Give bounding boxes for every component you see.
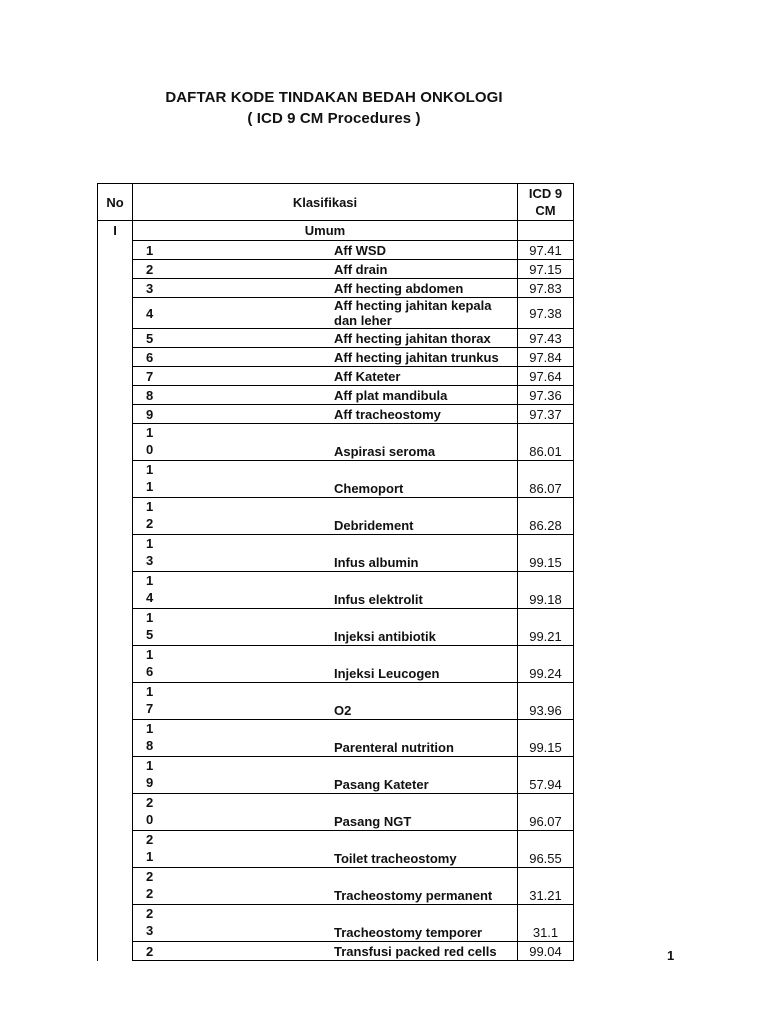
row-procedure-name: Aff WSD [325, 241, 518, 260]
row-number-digit: 2 [146, 832, 154, 847]
row-procedure-name: Tracheostomy temporer [325, 905, 518, 942]
row-section-cell [98, 905, 133, 942]
row-procedure-name: Parenteral nutrition [325, 720, 518, 757]
row-icd-code: 86.07 [518, 461, 574, 498]
row-section-cell [98, 757, 133, 794]
row-number-digit: 1 [146, 647, 154, 662]
row-procedure-name: Aff hecting abdomen [325, 279, 518, 298]
row-icd-code: 31.21 [518, 868, 574, 905]
row-number-digit: 9 [146, 775, 154, 790]
table-row [98, 683, 574, 720]
document-subtitle: ( ICD 9 CM Procedures ) [247, 110, 421, 127]
table-row [98, 535, 574, 572]
section-label: Umum [133, 221, 518, 241]
row-section-cell [98, 386, 133, 405]
row-procedure-name: Aff hecting jahitan thorax [325, 329, 518, 348]
row-icd-code: 97.41 [518, 241, 574, 260]
row-number-digit: 1 [146, 425, 154, 440]
row-procedure-name: Infus elektrolit [325, 572, 518, 609]
row-number-digit: 2 [146, 516, 154, 531]
table-row [98, 498, 574, 535]
row-number [133, 329, 326, 348]
row-number [133, 794, 326, 831]
row-number [133, 868, 326, 905]
row-number-digit: 1 [146, 499, 154, 514]
row-number-digit: 5 [146, 330, 154, 346]
row-icd-code: 99.24 [518, 646, 574, 683]
table-row [98, 757, 574, 794]
row-section-cell [98, 405, 133, 424]
row-section-cell [98, 535, 133, 572]
row-number [133, 757, 326, 794]
row-number-digit: 8 [146, 738, 154, 753]
table-row [98, 461, 574, 498]
row-number [133, 298, 326, 329]
row-number-digit: 1 [146, 242, 154, 258]
row-number-digit: 4 [146, 590, 154, 605]
row-icd-code: 97.38 [518, 298, 574, 329]
row-section-cell [98, 609, 133, 646]
row-section-cell [98, 831, 133, 868]
row-icd-code: 97.43 [518, 329, 574, 348]
row-section-cell [98, 279, 133, 298]
table-row [98, 720, 574, 757]
row-procedure-name: Aff plat mandibula [325, 386, 518, 405]
row-number-digit: 1 [146, 462, 154, 477]
row-section-cell [98, 348, 133, 367]
row-icd-code: 97.37 [518, 405, 574, 424]
table-row [98, 424, 574, 461]
table-row [98, 609, 574, 646]
table-row [98, 241, 574, 260]
row-number-digit: 7 [146, 368, 154, 384]
row-procedure-name: Chemoport [325, 461, 518, 498]
table-row [98, 367, 574, 386]
row-icd-code: 97.83 [518, 279, 574, 298]
row-number [133, 498, 326, 535]
row-procedure-name: O2 [325, 683, 518, 720]
row-section-cell [98, 942, 133, 961]
row-number-digit: 1 [146, 573, 154, 588]
header-icd-line1: ICD 9 [528, 186, 563, 201]
row-number [133, 348, 326, 367]
header-klasifikasi: Klasifikasi [133, 184, 518, 221]
row-number [133, 831, 326, 868]
row-number-digit: 3 [146, 923, 154, 938]
row-icd-code: 31.1 [518, 905, 574, 942]
row-number [133, 609, 326, 646]
table-header-row [98, 184, 574, 221]
row-icd-code: 97.84 [518, 348, 574, 367]
row-icd-code: 86.01 [518, 424, 574, 461]
row-number [133, 260, 326, 279]
row-number [133, 646, 326, 683]
table-row [98, 405, 574, 424]
row-section-cell [98, 367, 133, 386]
row-icd-code: 97.36 [518, 386, 574, 405]
row-procedure-name: Tracheostomy permanent [325, 868, 518, 905]
page-number: 1 [667, 948, 675, 963]
table-row [98, 329, 574, 348]
row-number-digit: 1 [146, 684, 154, 699]
row-section-cell [98, 298, 133, 329]
row-section-cell [98, 868, 133, 905]
table-row [98, 348, 574, 367]
table-row [98, 298, 574, 329]
row-number [133, 535, 326, 572]
table-row [98, 646, 574, 683]
row-procedure-name: Debridement [325, 498, 518, 535]
row-number [133, 386, 326, 405]
row-icd-code: 96.55 [518, 831, 574, 868]
row-section-cell [98, 646, 133, 683]
row-section-cell [98, 572, 133, 609]
row-number [133, 424, 326, 461]
row-number [133, 720, 326, 757]
table-row [98, 831, 574, 868]
row-section-cell [98, 720, 133, 757]
row-icd-code: 99.18 [518, 572, 574, 609]
document-title: DAFTAR KODE TINDAKAN BEDAH ONKOLOGI [165, 89, 503, 106]
row-number-digit: 9 [146, 406, 154, 422]
section-row [98, 221, 574, 241]
section-code-cell [518, 221, 574, 241]
row-icd-code: 99.21 [518, 609, 574, 646]
table-row [98, 794, 574, 831]
row-section-cell [98, 794, 133, 831]
row-number-digit: 3 [146, 280, 154, 296]
row-icd-code: 96.07 [518, 794, 574, 831]
row-number [133, 572, 326, 609]
row-section-cell [98, 461, 133, 498]
row-number-digit: 4 [146, 305, 154, 321]
row-number [133, 405, 326, 424]
row-number [133, 683, 326, 720]
table-row [98, 942, 574, 961]
row-number-digit: 2 [146, 869, 154, 884]
row-icd-code: 57.94 [518, 757, 574, 794]
row-procedure-name: Aff hecting jahitan kepala dan leher [325, 298, 518, 329]
procedure-code-table [97, 183, 574, 961]
row-icd-code: 99.04 [518, 942, 574, 961]
row-number-digit: 5 [146, 627, 154, 642]
row-number-digit: 3 [146, 553, 154, 568]
row-number [133, 905, 326, 942]
table-row [98, 279, 574, 298]
table-row [98, 386, 574, 405]
row-number [133, 241, 326, 260]
row-procedure-name: Pasang Kateter [325, 757, 518, 794]
row-number-digit: 1 [146, 758, 154, 773]
row-section-cell [98, 260, 133, 279]
row-number [133, 942, 326, 961]
row-section-cell [98, 241, 133, 260]
header-icd-line2: CM [535, 203, 556, 218]
row-number-digit: 8 [146, 387, 154, 403]
table-row [98, 260, 574, 279]
row-number-digit: 6 [146, 349, 154, 365]
row-number-digit: 1 [146, 610, 154, 625]
header-no: No [98, 184, 133, 221]
row-section-cell [98, 498, 133, 535]
row-procedure-name: Infus albumin [325, 535, 518, 572]
row-icd-code: 97.15 [518, 260, 574, 279]
row-number [133, 461, 326, 498]
row-number-digit: 6 [146, 664, 154, 679]
row-number-digit: 1 [146, 479, 154, 494]
row-number-digit: 2 [146, 261, 154, 277]
table-row [98, 572, 574, 609]
row-number-digit: 2 [146, 943, 154, 959]
row-number-digit: 1 [146, 849, 154, 864]
row-number [133, 279, 326, 298]
row-number-digit: 2 [146, 795, 154, 810]
row-icd-code: 99.15 [518, 720, 574, 757]
row-number [133, 367, 326, 386]
row-section-cell [98, 683, 133, 720]
row-procedure-name: Aspirasi seroma [325, 424, 518, 461]
row-icd-code: 86.28 [518, 498, 574, 535]
row-procedure-name: Pasang NGT [325, 794, 518, 831]
row-procedure-name: Aff tracheostomy [325, 405, 518, 424]
row-procedure-name: Aff hecting jahitan trunkus [325, 348, 518, 367]
row-procedure-name: Toilet tracheostomy [325, 831, 518, 868]
table-row [98, 868, 574, 905]
section-number: I [98, 221, 133, 241]
row-number-digit: 2 [146, 906, 154, 921]
row-number-digit: 2 [146, 886, 154, 901]
row-procedure-name: Injeksi antibiotik [325, 609, 518, 646]
row-procedure-name: Injeksi Leucogen [325, 646, 518, 683]
row-section-cell [98, 329, 133, 348]
row-procedure-name: Aff Kateter [325, 367, 518, 386]
header-icd [518, 184, 574, 221]
row-procedure-name: Transfusi packed red cells [325, 942, 518, 961]
row-icd-code: 97.64 [518, 367, 574, 386]
table-row [98, 905, 574, 942]
row-icd-code: 93.96 [518, 683, 574, 720]
row-number-digit: 7 [146, 701, 154, 716]
row-procedure-name: Aff drain [325, 260, 518, 279]
row-icd-code: 99.15 [518, 535, 574, 572]
row-number-digit: 0 [146, 442, 154, 457]
row-number-digit: 1 [146, 721, 154, 736]
row-section-cell [98, 424, 133, 461]
row-number-digit: 1 [146, 536, 154, 551]
row-number-digit: 0 [146, 812, 154, 827]
